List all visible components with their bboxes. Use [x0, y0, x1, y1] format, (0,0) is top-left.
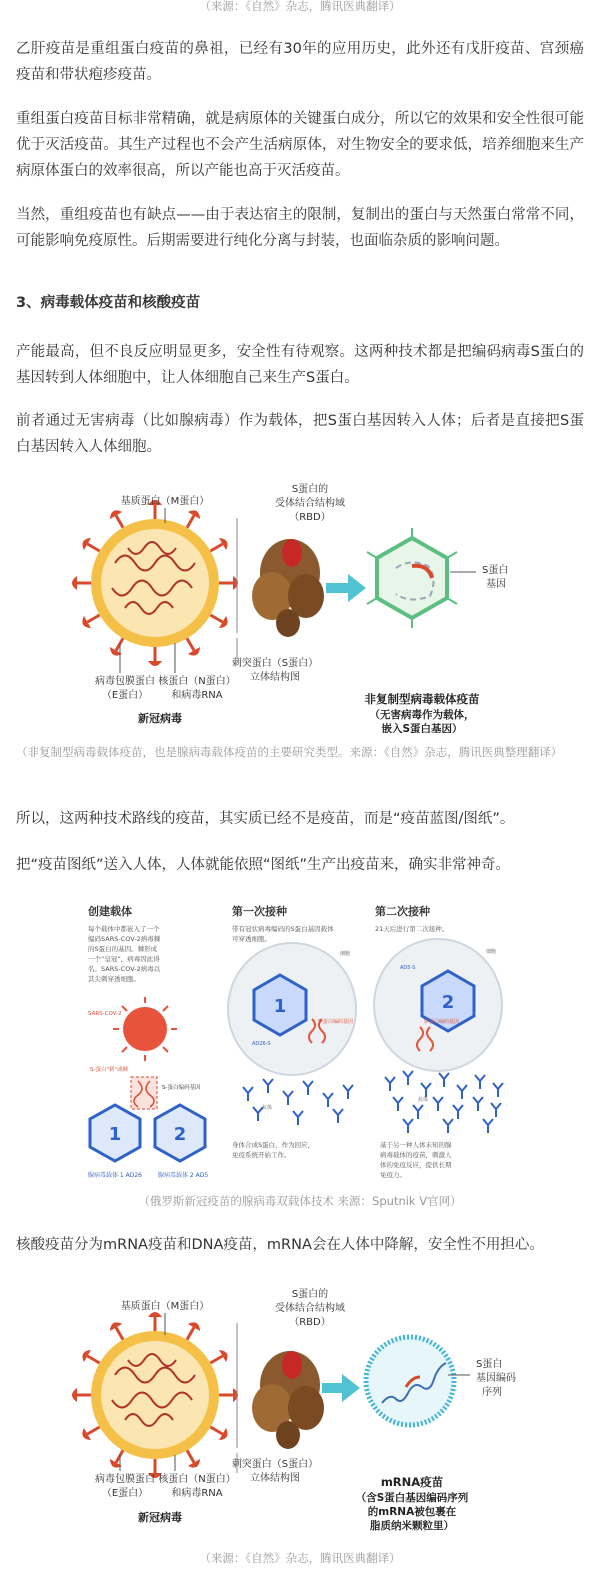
vector-2-icon — [155, 1105, 205, 1161]
arrow-icon-2 — [322, 1374, 360, 1402]
label-gene-1: S蛋白 — [482, 565, 509, 576]
paragraph-3: 当然，重组疫苗也有缺点——由于表达宿主的限制，复制出的蛋白与天然蛋白常常不同，可能影响免疫原性。后期需要进行纯化分离与封装，也面临杂质的影响问题。 — [16, 207, 584, 249]
col2-vector-tag: AD26-S — [252, 1041, 271, 1047]
cell-1-number: 1 — [273, 996, 287, 1017]
col2-line-2: 可穿透细胞。 — [232, 935, 271, 943]
label-vector-sub-1: （无害病毒作为载体， — [369, 709, 475, 721]
cell-1-icon — [228, 943, 356, 1075]
col2-line-1: 带有冠状病毒编码的S蛋白基因载体 — [232, 925, 334, 933]
label-vector-sub-2: 嵌入S蛋白基因） — [381, 723, 463, 733]
gene-tag-1: S-蛋白编码基因 — [162, 1085, 201, 1091]
label-nucleo-1: 核蛋白（N蛋白） — [158, 676, 236, 687]
spike-protein-structure-icon — [252, 539, 324, 637]
label-virus-title-2: 新冠病毒 — [138, 1511, 182, 1524]
label-nucleo-2: 和病毒RNA — [171, 690, 223, 701]
paragraph-2: 重组蛋白疫苗目标非常精确，就是病原体的关键蛋白成分，所以它的效果和安全性很可能优于灭活疫苗。其生产过程也不会产生活病原体，对生物安全的要求低，培养细胞来生产病原体蛋白的效率很高，所以产能也高于灭活疫苗。 — [16, 111, 584, 179]
section-heading: 3、病毒载体疫苗和核酸疫苗 — [16, 295, 201, 311]
label-spike-2b: 立体结构图 — [250, 1473, 300, 1484]
label-envelope-2: （E蛋白） — [101, 690, 149, 701]
label-s-rbd-1: S蛋白的 — [291, 484, 329, 495]
caption-fig3: （来源：《自然》杂志，腾讯医典翻译） — [199, 1551, 401, 1565]
label-envelope-1b: 病毒包膜蛋白 — [95, 1474, 155, 1485]
label-gene-seq-2: 基因编码 — [476, 1373, 516, 1384]
vector-1-icon — [90, 1105, 140, 1161]
lipid-nanoparticle-icon — [366, 1337, 454, 1425]
sputnik-diagram — [0, 897, 600, 1187]
col3-gene-tag: S-蛋白编码基因 — [424, 1019, 459, 1025]
label-s-rbd-1b: S蛋白的 — [291, 1289, 329, 1300]
label-m-protein-2: 基质蛋白（M蛋白） — [120, 1301, 210, 1312]
antibody-tag-2: 抗体 — [418, 1097, 429, 1103]
col3-title: 第二次接种 — [375, 905, 430, 918]
col1-title: 创建载体 — [88, 905, 132, 918]
col3-bottom-1: 基于另一种人体未知的腺 — [380, 1141, 452, 1149]
col1-line-3: 的S蛋白的基因。棘形成 — [88, 945, 158, 953]
figure-sputnik — [0, 897, 600, 1187]
vector-1-tag: 腺病毒载体 1 AD26 — [88, 1172, 142, 1179]
col3-line-1: 21天后进行第二次接种。 — [375, 925, 449, 933]
cell-2-number: 2 — [441, 992, 455, 1013]
label-envelope-1: 病毒包膜蛋白 — [95, 676, 155, 687]
label-s-rbd-2: 受体结合结构域 — [275, 498, 345, 509]
label-mrna-sub-1: （含S蛋白基因编码序列 — [355, 1492, 469, 1504]
cell-2-icon — [374, 939, 502, 1071]
paragraph-4: 产能最高，但不良反应明显更多，安全性有待观察。这两种技术都是把编码病毒S蛋白的基因转到人体细胞中，让人体细胞自己来生产S蛋白。 — [16, 344, 584, 386]
caption-fig1: （非复制型病毒载体疫苗，也是腺病毒载体疫苗的主要研究类型。来源：《自然》杂志，腾讯医典整理翻译） — [16, 745, 563, 759]
cell-tag-1: 细胞 — [340, 951, 351, 957]
col1-line-2: 编码SARS-COV-2病毒棘 — [88, 935, 161, 943]
spike-tag: S-蛋白"刺"或棘 — [90, 1067, 129, 1073]
label-nucleo-2b: 和病毒RNA — [171, 1488, 223, 1499]
label-mrna-title: mRNA疫苗 — [380, 1475, 444, 1489]
caption-fig2: （俄罗斯新冠疫苗的腺病毒双载体技术 来源：Sputnik V官网） — [138, 1194, 462, 1208]
col3-vector-tag: AD5-S — [400, 965, 416, 971]
vector-virus-icon — [367, 528, 457, 628]
sars-cov-2-icon — [113, 997, 177, 1061]
col2-bottom-1: 身体合成S蛋白，作为回应， — [232, 1141, 315, 1149]
col1-line-6: 其尖刺穿透细胞。 — [88, 975, 140, 983]
col2-gene-tag: S-蛋白编码基因 — [318, 1019, 353, 1025]
antibodies-1-icon — [243, 1079, 353, 1125]
label-virus-title: 新冠病毒 — [138, 712, 182, 725]
label-s-rbd-3: （RBD） — [289, 512, 331, 523]
label-mrna-sub-2: 的mRNA被包裹在 — [367, 1506, 457, 1518]
antibody-tag-1: 抗体 — [262, 1105, 273, 1111]
cell-tag-2: 细胞 — [486, 949, 497, 955]
arrow-icon — [326, 574, 366, 602]
vector-1-number: 1 — [108, 1124, 122, 1145]
antibodies-2-icon — [385, 1071, 503, 1133]
label-spike-2: 立体结构图 — [250, 672, 300, 683]
label-gene-seq-1: S蛋白 — [476, 1359, 503, 1370]
label-envelope-2b: （E蛋白） — [101, 1488, 149, 1499]
vector-2-tag: 腺病毒载体 2 AD5 — [158, 1172, 209, 1179]
coronavirus-icon — [72, 500, 238, 666]
label-spike-1: 刺突蛋白（S蛋白） — [231, 658, 319, 669]
label-mrna-sub-3: 脂质纳米颗粒里） — [370, 1520, 454, 1532]
col3-bottom-3: 体的免疫反应，提供长期 — [380, 1161, 452, 1169]
col1-line-1: 每个载体中都嵌入了一个 — [88, 925, 160, 933]
vector-2-number: 2 — [173, 1124, 187, 1145]
col2-bottom-2: 免疫系统开始工作。 — [232, 1151, 291, 1159]
caption-top: （来源：《自然》杂志，腾讯医典翻译） — [199, 0, 401, 13]
col1-line-5: 名。SARS-COV-2病毒以 — [88, 965, 161, 973]
label-s-rbd-3b: （RBD） — [289, 1317, 331, 1328]
paragraph-8: 核酸疫苗分为mRNA疫苗和DNA疫苗，mRNA会在人体中降解，安全性不用担心。 — [16, 1237, 544, 1253]
col3-bottom-4: 免疫力。 — [380, 1171, 406, 1179]
spike-protein-structure-icon-2 — [252, 1351, 324, 1449]
col1-line-4: 一个“皇冠”，病毒因此得 — [88, 955, 160, 963]
paragraph-7: 把“疫苗图纸”送入人体，人体就能依照“图纸”生产出疫苗来，确实非常神奇。 — [16, 857, 511, 873]
label-spike-1b: 刺突蛋白（S蛋白） — [231, 1459, 319, 1470]
label-m-protein: 基质蛋白（M蛋白） — [120, 496, 210, 507]
mrna-diagram — [0, 1283, 600, 1548]
paragraph-1: 乙肝疫苗是重组蛋白疫苗的鼻祖，已经有30年的应用历史，此外还有戊肝疫苗、宫颈癌疫苗和带状疱疹疫苗。 — [16, 41, 584, 83]
label-vector-title: 非复制型病毒载体疫苗 — [364, 692, 480, 706]
col2-title: 第一次接种 — [232, 905, 287, 918]
figure-mrna — [0, 1283, 600, 1548]
virus-tag: SARS-COV-2 — [88, 1011, 122, 1017]
figure-viral-vector — [0, 478, 600, 733]
paragraph-6: 所以，这两种技术路线的疫苗，其实质已经不是疫苗，而是“疫苗蓝图/图纸”。 — [16, 811, 515, 827]
col3-bottom-2: 病毒载体的疫苗，刺激人 — [380, 1151, 452, 1159]
label-gene-seq-3: 序列 — [482, 1387, 502, 1398]
coronavirus-icon-2 — [72, 1312, 238, 1478]
viral-vector-diagram — [0, 478, 600, 733]
label-s-rbd-2b: 受体结合结构域 — [275, 1303, 345, 1314]
paragraph-5: 前者通过无害病毒（比如腺病毒）作为载体，把S蛋白基因转入人体；后者是直接把S蛋白基因转入人体细胞。 — [16, 413, 584, 455]
label-gene-2: 基因 — [486, 579, 506, 590]
label-nucleo-1b: 核蛋白（N蛋白） — [158, 1474, 236, 1485]
